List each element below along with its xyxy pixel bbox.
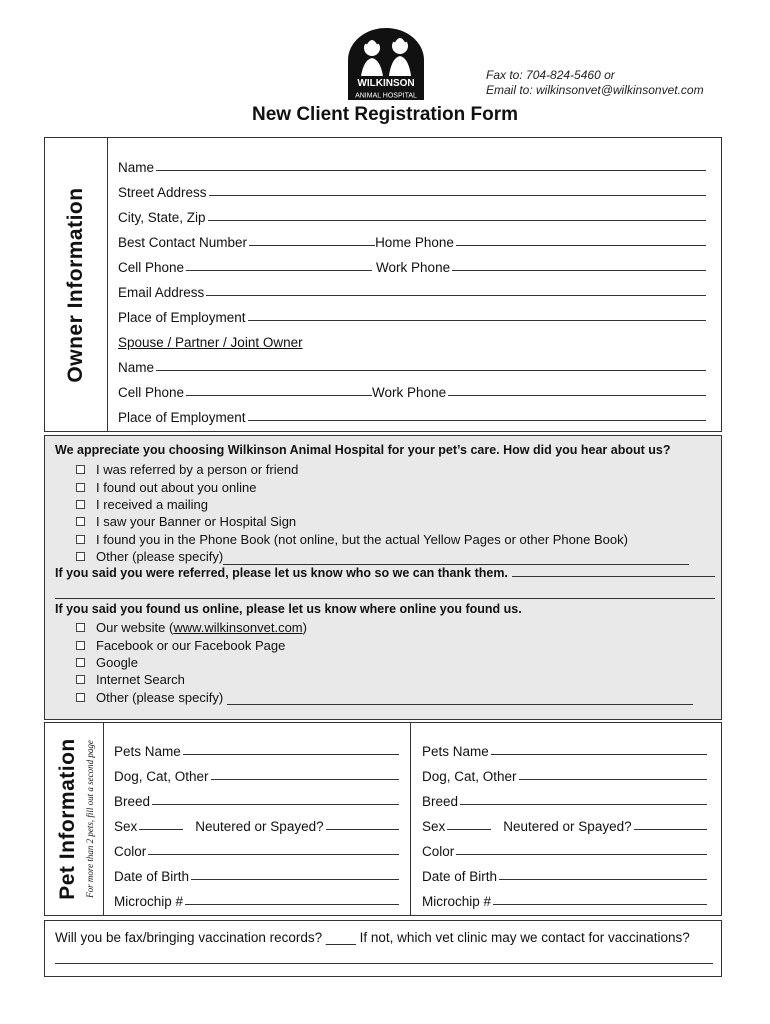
pet2-color-line[interactable] xyxy=(456,853,707,855)
website-suffix: ) xyxy=(302,620,307,636)
option-internet-search[interactable] xyxy=(76,671,716,688)
referred-line-2[interactable] xyxy=(55,597,715,599)
species-label: Dog, Cat, Other xyxy=(422,769,517,784)
dob-label: Date of Birth xyxy=(114,869,190,884)
spouse-phone-row[interactable] xyxy=(118,375,706,400)
pet1-sex-row[interactable] xyxy=(114,809,399,834)
vaccination-question: Will you be fax/bringing vaccination records? ____ If not, which vet clinic may we contact for vaccinations? xyxy=(55,930,690,945)
pet-section-note: For more than 2 pets, fill out a second page xyxy=(85,740,95,898)
website-prefix: Our website ( xyxy=(96,620,174,636)
owner-name-label: Name xyxy=(118,160,155,175)
pet2-sex-row[interactable] xyxy=(422,809,707,834)
owner-name-line[interactable] xyxy=(156,169,706,171)
pet-name-label: Pets Name xyxy=(114,744,181,759)
option-label: I saw your Banner or Hospital Sign xyxy=(96,514,297,530)
pet1-species-line[interactable] xyxy=(211,778,399,780)
spouse-name-line[interactable] xyxy=(156,369,706,371)
pet2-dob-line[interactable] xyxy=(499,878,707,880)
owner-street-line[interactable] xyxy=(209,194,706,196)
sex-label: Sex xyxy=(422,819,446,834)
pet2-breed-row[interactable] xyxy=(422,784,707,809)
option-label: I was referred by a person or friend xyxy=(96,462,299,478)
spouse-cell-label: Cell Phone xyxy=(118,385,185,400)
vaccination-section xyxy=(44,920,722,977)
other-specify-line[interactable] xyxy=(223,563,689,565)
pet1-dob-row[interactable] xyxy=(114,859,399,884)
referral-question: We appreciate you choosing Wilkinson Animal Hospital for your pet’s care. How did you hear about us? xyxy=(55,443,671,457)
logo-name: WILKINSON xyxy=(357,78,415,89)
checkbox[interactable] xyxy=(76,658,85,667)
pet1-dob-line[interactable] xyxy=(191,878,399,880)
pet2-species-row[interactable] xyxy=(422,759,707,784)
pet2-sex-line[interactable] xyxy=(447,828,491,830)
spouse-heading-row xyxy=(118,325,706,350)
breed-label: Breed xyxy=(114,794,151,809)
cell-phone-line[interactable] xyxy=(186,269,372,271)
referral-options xyxy=(76,461,716,565)
home-phone-label: Home Phone xyxy=(375,235,454,250)
owner-fields xyxy=(118,150,706,425)
spouse-name-row[interactable] xyxy=(118,350,706,375)
pet2-name-row[interactable] xyxy=(422,734,707,759)
email-line-field[interactable] xyxy=(206,294,706,296)
color-label: Color xyxy=(422,844,455,859)
checkbox[interactable] xyxy=(76,623,85,632)
checkbox[interactable] xyxy=(76,693,85,702)
pet1-breed-line[interactable] xyxy=(152,803,399,805)
spouse-employment-line[interactable] xyxy=(248,419,706,421)
option-other[interactable] xyxy=(76,548,716,565)
pet-name-label: Pets Name xyxy=(422,744,489,759)
owner-section-label: Owner Information xyxy=(63,186,87,383)
pet2-name-line[interactable] xyxy=(491,753,707,755)
employment-line[interactable] xyxy=(248,319,706,321)
referred-row[interactable] xyxy=(55,566,715,580)
option-referred[interactable] xyxy=(76,461,716,478)
microchip-label: Microchip # xyxy=(422,894,492,909)
option-label: I received a mailing xyxy=(96,496,208,512)
work-phone-line[interactable] xyxy=(452,269,706,271)
option-label: Internet Search xyxy=(96,672,185,688)
pet1-color-line[interactable] xyxy=(148,853,399,855)
website-link[interactable]: www.wilkinsonvet.com xyxy=(173,620,303,636)
option-label: I found you in the Phone Book (not online, but the actual Yellow Pages or other Phone Book) xyxy=(96,531,628,547)
option-label: Facebook or our Facebook Page xyxy=(96,637,286,653)
referred-line[interactable] xyxy=(512,575,715,577)
owner-phone-row[interactable] xyxy=(118,225,706,250)
pet1-name-row[interactable] xyxy=(114,734,399,759)
cell-phone-label: Cell Phone xyxy=(118,260,185,275)
spouse-heading: Spouse / Partner / Joint Owner xyxy=(118,335,303,350)
owner-city-line[interactable] xyxy=(208,219,706,221)
pet1-breed-row[interactable] xyxy=(114,784,399,809)
neutered-label: Neutered or Spayed? xyxy=(195,819,324,834)
owner-city-row[interactable] xyxy=(118,200,706,225)
pet-1-fields xyxy=(114,734,399,909)
online-other-line[interactable] xyxy=(227,703,693,705)
owner-name-row[interactable] xyxy=(118,150,706,175)
pet2-neutered-line[interactable] xyxy=(634,828,707,830)
pet2-species-line[interactable] xyxy=(519,778,707,780)
spouse-name-label: Name xyxy=(118,360,155,375)
checkbox[interactable] xyxy=(76,675,85,684)
spouse-work-label: Work Phone xyxy=(372,385,447,400)
online-options xyxy=(76,619,716,706)
pet1-color-row[interactable] xyxy=(114,834,399,859)
spouse-employment-label: Place of Employment xyxy=(118,410,246,425)
pet-2-fields xyxy=(422,734,707,909)
option-online-other[interactable] xyxy=(76,689,716,706)
checkbox[interactable] xyxy=(76,552,85,561)
color-label: Color xyxy=(114,844,147,859)
owner-side-panel xyxy=(44,137,108,432)
page-title: New Client Registration Form xyxy=(251,104,519,125)
owner-street-row[interactable] xyxy=(118,175,706,200)
owner-employment-row[interactable] xyxy=(118,300,706,325)
owner-email-row[interactable] xyxy=(118,275,706,300)
owner-cell-row[interactable] xyxy=(118,250,706,275)
option-online[interactable] xyxy=(76,478,716,495)
option-mailing[interactable] xyxy=(76,496,716,513)
owner-street-label: Street Address xyxy=(118,185,207,200)
pet1-species-row[interactable] xyxy=(114,759,399,784)
option-label: Google xyxy=(96,654,138,670)
pet-side-panel xyxy=(44,722,104,916)
logo-subtitle: ANIMAL HOSPITAL xyxy=(355,92,417,100)
pet1-name-line[interactable] xyxy=(183,753,399,755)
pet2-dob-row[interactable] xyxy=(422,859,707,884)
pet1-microchip-line[interactable] xyxy=(185,903,399,905)
work-phone-label: Work Phone xyxy=(376,260,451,275)
checkbox[interactable] xyxy=(76,641,85,650)
option-label: Other (please specify) xyxy=(96,549,224,565)
pet1-microchip-row[interactable] xyxy=(114,884,399,909)
option-facebook[interactable] xyxy=(76,636,716,653)
pet-column-divider xyxy=(410,722,411,916)
sex-label: Sex xyxy=(114,819,138,834)
option-google[interactable] xyxy=(76,654,716,671)
vaccination-line[interactable] xyxy=(55,962,713,964)
species-label: Dog, Cat, Other xyxy=(114,769,209,784)
pet1-sex-line[interactable] xyxy=(139,828,183,830)
fax-line: Fax to: 704-824-5460 or xyxy=(486,68,615,82)
pet-section-label: Pet Information xyxy=(56,738,79,900)
pet1-neutered-line[interactable] xyxy=(326,828,399,830)
option-website[interactable] xyxy=(76,619,716,636)
pet2-breed-line[interactable] xyxy=(460,803,707,805)
breed-label: Breed xyxy=(422,794,459,809)
best-contact-label: Best Contact Number xyxy=(118,235,248,250)
referred-prompt: If you said you were referred, please let us know who so we can thank them. xyxy=(55,566,508,580)
email-line: Email to: wilkinsonvet@wilkinsonvet.com xyxy=(486,83,704,97)
spouse-cell-line[interactable] xyxy=(186,394,372,396)
hospital-logo xyxy=(344,26,428,102)
spouse-work-line[interactable] xyxy=(448,394,706,396)
online-prompt: If you said you found us online, please let us know where online you found us. xyxy=(55,602,522,616)
option-label: Other (please specify) xyxy=(96,689,224,705)
employment-label: Place of Employment xyxy=(118,310,246,325)
checkbox[interactable] xyxy=(76,465,85,474)
microchip-label: Microchip # xyxy=(114,894,184,909)
pet2-color-row[interactable] xyxy=(422,834,707,859)
option-label: I found out about you online xyxy=(96,479,257,495)
spouse-employment-row[interactable] xyxy=(118,400,706,425)
option-phone-book[interactable] xyxy=(76,531,716,548)
checkbox[interactable] xyxy=(76,535,85,544)
checkbox[interactable] xyxy=(76,500,85,509)
best-contact-line[interactable] xyxy=(249,244,375,246)
pet2-microchip-line[interactable] xyxy=(493,903,707,905)
email-label: Email Address xyxy=(118,285,205,300)
dob-label: Date of Birth xyxy=(422,869,498,884)
neutered-label: Neutered or Spayed? xyxy=(503,819,632,834)
home-phone-line[interactable] xyxy=(456,244,706,246)
checkbox[interactable] xyxy=(76,517,85,526)
option-banner[interactable] xyxy=(76,513,716,530)
owner-city-label: City, State, Zip xyxy=(118,210,206,225)
contact-info xyxy=(486,68,704,98)
pet2-microchip-row[interactable] xyxy=(422,884,707,909)
checkbox[interactable] xyxy=(76,483,85,492)
